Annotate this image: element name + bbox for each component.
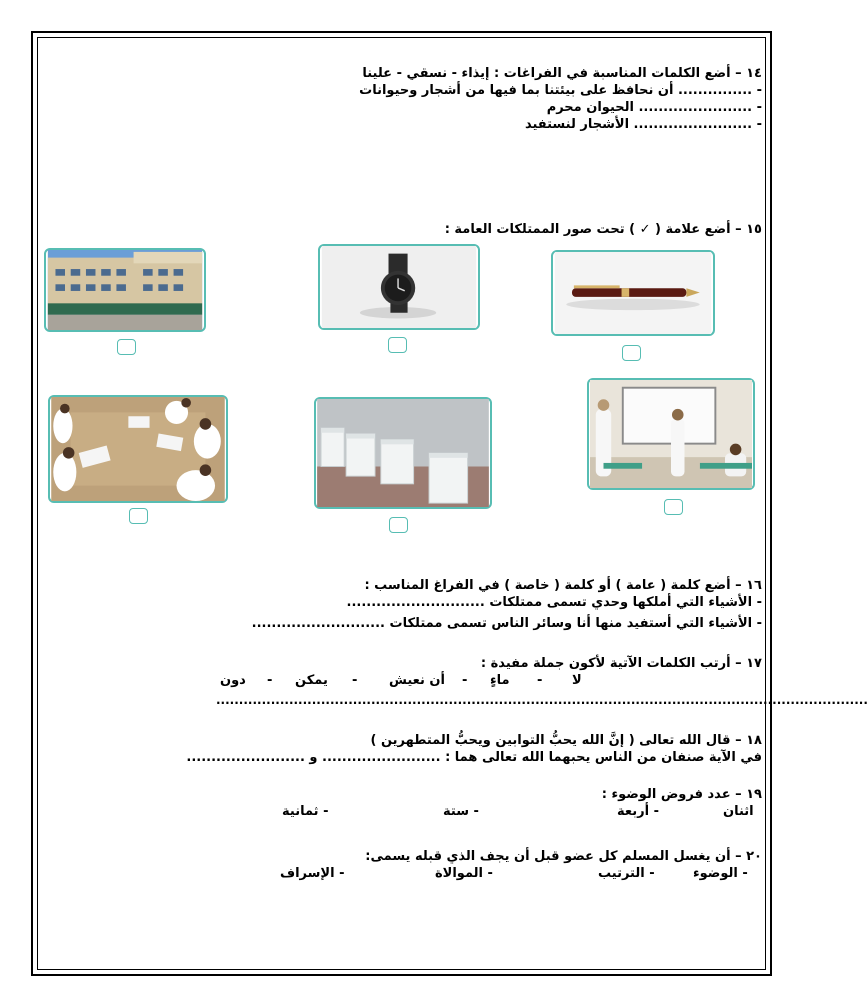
q17-sep-4: - [267,673,273,688]
q14-line-2: - ....................... الحيوان محرم [546,100,762,115]
school-building-image [44,248,206,332]
q17-word-1: لا [572,673,582,688]
q15-title: ١٥ – أضع علامة ( ✓ ) تحت صور الممتلكات العامة : [444,222,762,237]
classroom-whiteboard-image [587,378,755,490]
q19-option-1: اثنان [723,804,754,819]
q20-option-4: - الإسراف [280,866,345,881]
q20-option-1: - الوضوء [693,866,748,881]
q19-option-3: - ستة [443,804,479,819]
pen-image [551,250,715,336]
q17-title: ١٧ – أرتب الكلمات الآتية لأكون جملة مفيدة : [480,656,762,671]
students-at-table-image [48,395,228,503]
q19-title: ١٩ – عدد فروض الوضوء : [601,787,762,802]
q16-line-1: - الأشياء التي أملكها وحدي تسمى ممتلكات ............................ [346,595,762,610]
q17-word-2: ماءٍ [490,673,510,688]
q14-title: ١٤ – أضع الكلمات المناسبة في الفراغات : إيذاء - نسقي - علينا [362,66,762,81]
checkbox-classroom-whiteboard[interactable] [664,499,683,515]
q17-sep-3: - [352,673,358,688]
checkbox-pen[interactable] [622,345,641,361]
q14-line-3: - ........................ الأشجار لنستفيد [524,117,762,132]
q17-word-5: دون [220,673,246,688]
toilets-image [314,397,492,509]
q18-title: ١٨ – قال الله تعالى ( إنَّ الله يحبُّ التوابين ويحبُّ المتطهرين ) [370,733,762,748]
q16-title: ١٦ – أضع كلمة ( عامة ) أو كلمة ( خاصة ) في الفراغ المناسب : [364,578,762,593]
q14-line-1: - ............... أن نحافظ على بيئتنا بما فيها من أشجار وحيوانات [359,83,762,98]
checkbox-students-at-table[interactable] [129,508,148,524]
q17-word-4: يمكن [295,673,328,688]
checkbox-toilets[interactable] [389,517,408,533]
q19-option-4: - ثمانية [282,804,329,819]
checkbox-school-building[interactable] [117,339,136,355]
q18-line-1: في الآية صنفان من الناس يحبهما الله تعالى هما : ........................ و ........................ [186,750,762,765]
q17-sep-1: - [537,673,543,688]
q20-option-3: - الموالاة [435,866,493,881]
q17-sep-2: - [462,673,468,688]
q16-line-2: - الأشياء التي أستفيد منها أنا وسائر الناس تسمى ممتلكات ........................... [251,616,762,631]
q20-title: ٢٠ – أن يغسل المسلم كل عضو قبل أن يجف الذي قبله يسمى: [365,849,762,864]
q20-option-2: - الترتيب [598,866,655,881]
checkbox-watch[interactable] [388,337,407,353]
q17-answer-line: ............................................................................................................................................... [216,693,868,707]
watch-image [318,244,480,330]
q17-word-3: أن نعيش [389,673,445,688]
q19-option-2: - أربعة [617,804,659,819]
